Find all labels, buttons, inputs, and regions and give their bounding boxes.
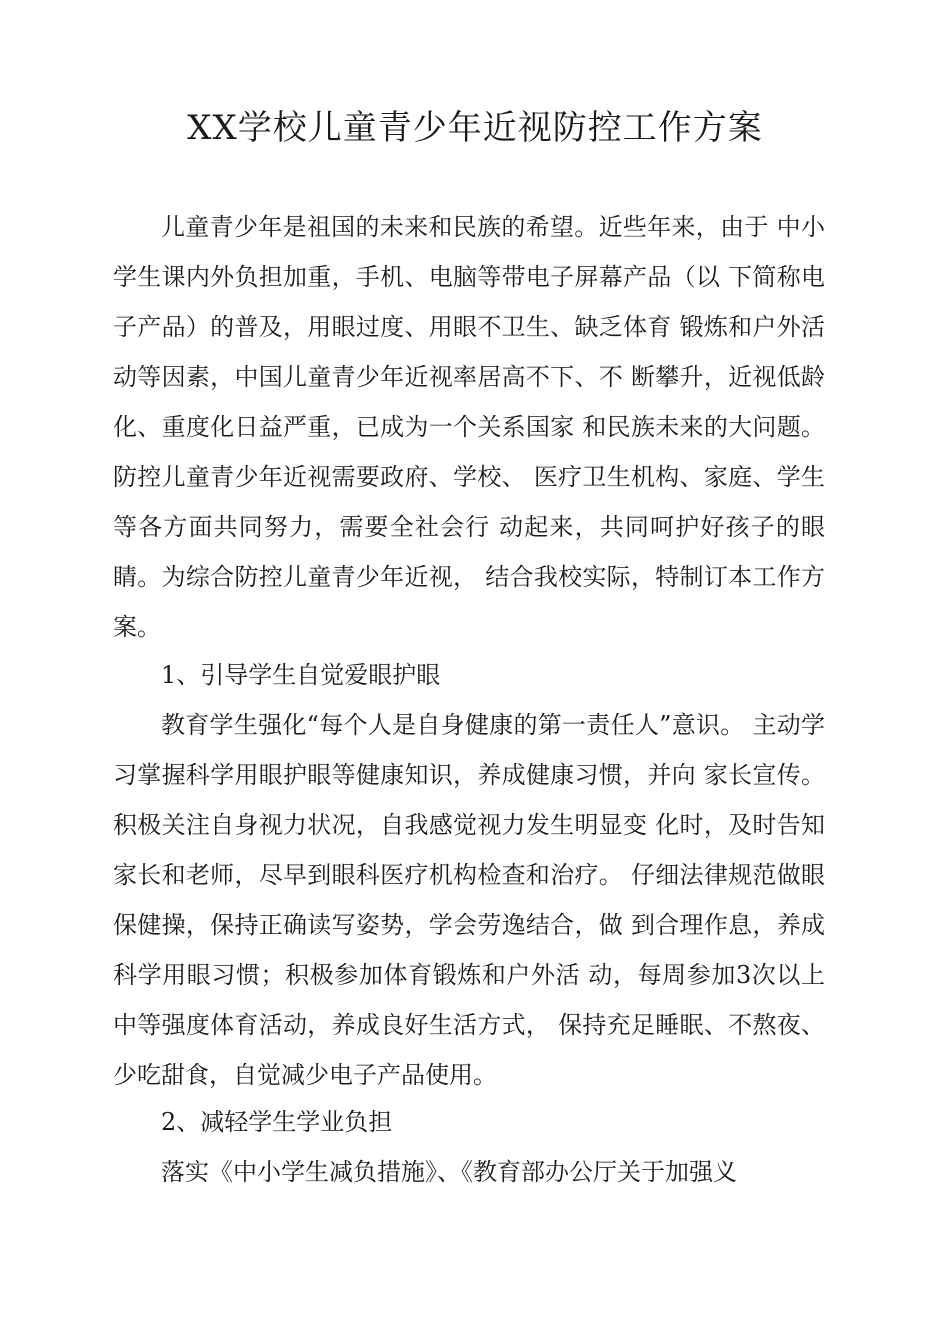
section-paragraph-2: 落实《中小学生减负措施》、《教育部办公厅关于加强义	[161, 1158, 737, 1186]
section-paragraph-1: 教育学生强化“每个人是自身健康的第一责任人”意识。 主动学习掌握科学用眼护眼等健康知识，养成健康习惯，并向 家长宣传。积极关注自身视力状况，自我感觉视力发生明显变 化时，及时告知家长和老师，尽早到眼科医疗机构检查和治疗。 仔细法律规范做眼保健操，保持正确读写姿势，学会劳逸结合，做 到合理作息，养成科学用眼习惯；积极参加体育锻炼和户外活 动，每周参加3次以上中等强度体育活动，养成良好生活方式， 保持充足睡眠、不熬夜、少吃甜食，自觉减少电子产品使用。	[113, 711, 825, 1089]
section-heading-1: 1、引导学生自觉爱眼护眼	[161, 661, 441, 689]
intro-paragraph: 儿童青少年是祖国的未来和民族的希望。近些年来，由于 中小学生课内外负担加重，手机、电脑等带电子屏幕产品（以 下简称电子产品）的普及，用眼过度、用眼不卫生、缺乏体育 锻炼和户外活动等因素，中国儿童青少年近视率居高不下、不 断攀升，近视低龄化、重度化日益严重，已成为一个关系国家 和民族未来的大问题。防控儿童青少年近视需要政府、学校、 医疗卫生机构、家庭、学生等各方面共同努力，需要全社会行 动起来，共同呵护好孩子的眼睛。为综合防控儿童青少年近视， 结合我校实际，特制订本工作方案。	[113, 213, 825, 641]
document-title: XX学校儿童青少年近视防控工作方案	[187, 108, 763, 148]
section-heading-2: 2、减轻学生学业负担	[161, 1108, 393, 1136]
